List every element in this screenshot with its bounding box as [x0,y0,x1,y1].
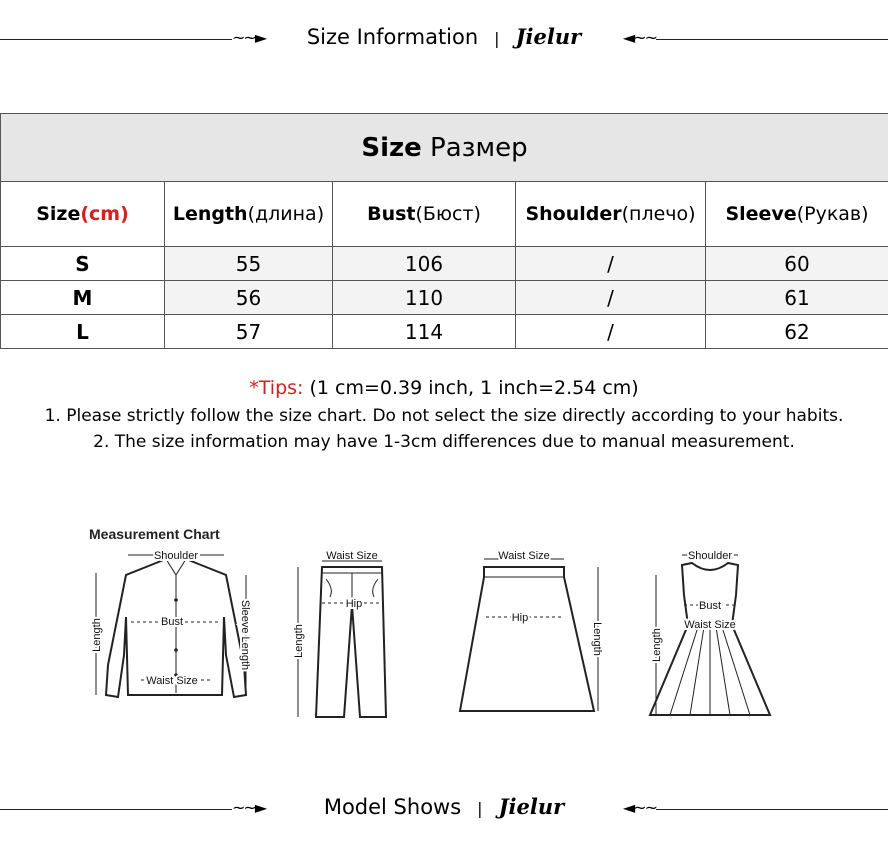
column-header-sleeve-bold: Sleeve [725,203,797,225]
shirt-waist-label: Waist Size [146,675,198,687]
header-swash-left-icon: ~~► [232,28,266,47]
dress-bust-label: Bust [698,600,722,612]
row-sleeve: 61 [706,281,888,315]
row-sleeve: 62 [706,315,888,349]
row-shoulder: / [516,247,706,281]
pants-diagram [290,545,400,720]
column-header-length-bold: Length [172,203,248,225]
row-size: S [1,247,165,281]
column-header-bust [333,182,516,247]
shirt-length-label: Length [91,618,103,652]
column-header-shoulder-rest: (плечо) [621,203,696,225]
dress-diagram [640,545,780,720]
header-swash-right-icon: ◄~~ [622,28,656,47]
row-bust: 110 [333,281,516,315]
skirt-waist-label: Waist Size [498,550,550,562]
tips-conversion: (1 cm=0.39 inch, 1 inch=2.54 cm) [303,377,639,399]
pants-length-label: Length [293,624,305,658]
table-header-row [1,182,888,247]
header-brand: Jielur [515,24,582,49]
shirt-diagram [86,545,266,715]
skirt-hip-label: Hip [511,612,529,624]
tips-label: *Tips: [249,377,304,399]
column-header-shoulder [516,182,706,247]
row-bust: 114 [333,315,516,349]
pants-outline-icon [316,567,386,717]
row-length: 55 [165,247,333,281]
row-size: M [1,281,165,315]
header-rule-right [656,39,888,40]
tips-conversion-line [0,377,888,399]
column-header-size-unit: (cm) [80,203,129,225]
column-header-sleeve [706,182,888,247]
row-size: L [1,315,165,349]
column-header-shoulder-bold: Shoulder [525,203,622,225]
footer-swash-left-icon: ~~► [232,798,266,817]
column-header-size-bold: Size [36,203,81,225]
footer-rule-right [656,809,888,810]
pants-hip-label: Hip [345,598,363,610]
header-separator: | [494,29,500,48]
tips-line-1: 1. Please strictly follow the size chart. Do not select the size directly according to your habits. [44,406,844,426]
measurement-chart-title: Measurement Chart [89,526,220,542]
row-sleeve: 60 [706,247,888,281]
header-title: Size Information [306,25,479,49]
footer-title: Model Shows [323,795,462,819]
table-row [1,315,888,349]
row-length: 56 [165,281,333,315]
skirt-outline-icon [460,567,594,711]
column-header-bust-bold: Bust [367,203,416,225]
row-shoulder: / [516,315,706,349]
tips-line-2: 2. The size information may have 1-3cm differences due to manual measurement. [93,432,795,452]
column-header-sleeve-rest: (Рукав) [796,203,869,225]
pants-waist-label: Waist Size [326,550,378,562]
table-row [1,247,888,281]
column-header-length [165,182,333,247]
size-table [0,113,888,349]
column-header-size [1,182,165,247]
table-title-rest: Размер [421,132,528,163]
footer-brand: Jielur [498,794,565,819]
footer-heading [0,794,888,819]
row-shoulder: / [516,281,706,315]
shirt-shoulder-label: Shoulder [153,550,199,562]
shirt-bust-label: Bust [160,616,184,628]
footer-banner [0,790,888,830]
column-header-bust-rest: (Бюст) [415,203,481,225]
header-heading [0,24,888,49]
dress-length-label: Length [651,628,663,662]
column-header-length-rest: (длина) [247,203,325,225]
footer-swash-right-icon: ◄~~ [622,798,656,817]
table-row [1,281,888,315]
row-length: 57 [165,315,333,349]
table-title-row [1,114,888,182]
row-bust: 106 [333,247,516,281]
header-banner [0,20,888,60]
skirt-diagram [452,545,612,715]
dress-waist-label: Waist Size [684,619,736,631]
footer-separator: | [477,799,483,818]
shirt-sleeve-label: Sleeve Length [239,599,251,671]
skirt-length-label: Length [591,622,603,656]
dress-shoulder-label: Shoulder [687,550,733,562]
table-title [1,114,888,182]
table-title-bold: Size [361,132,422,163]
